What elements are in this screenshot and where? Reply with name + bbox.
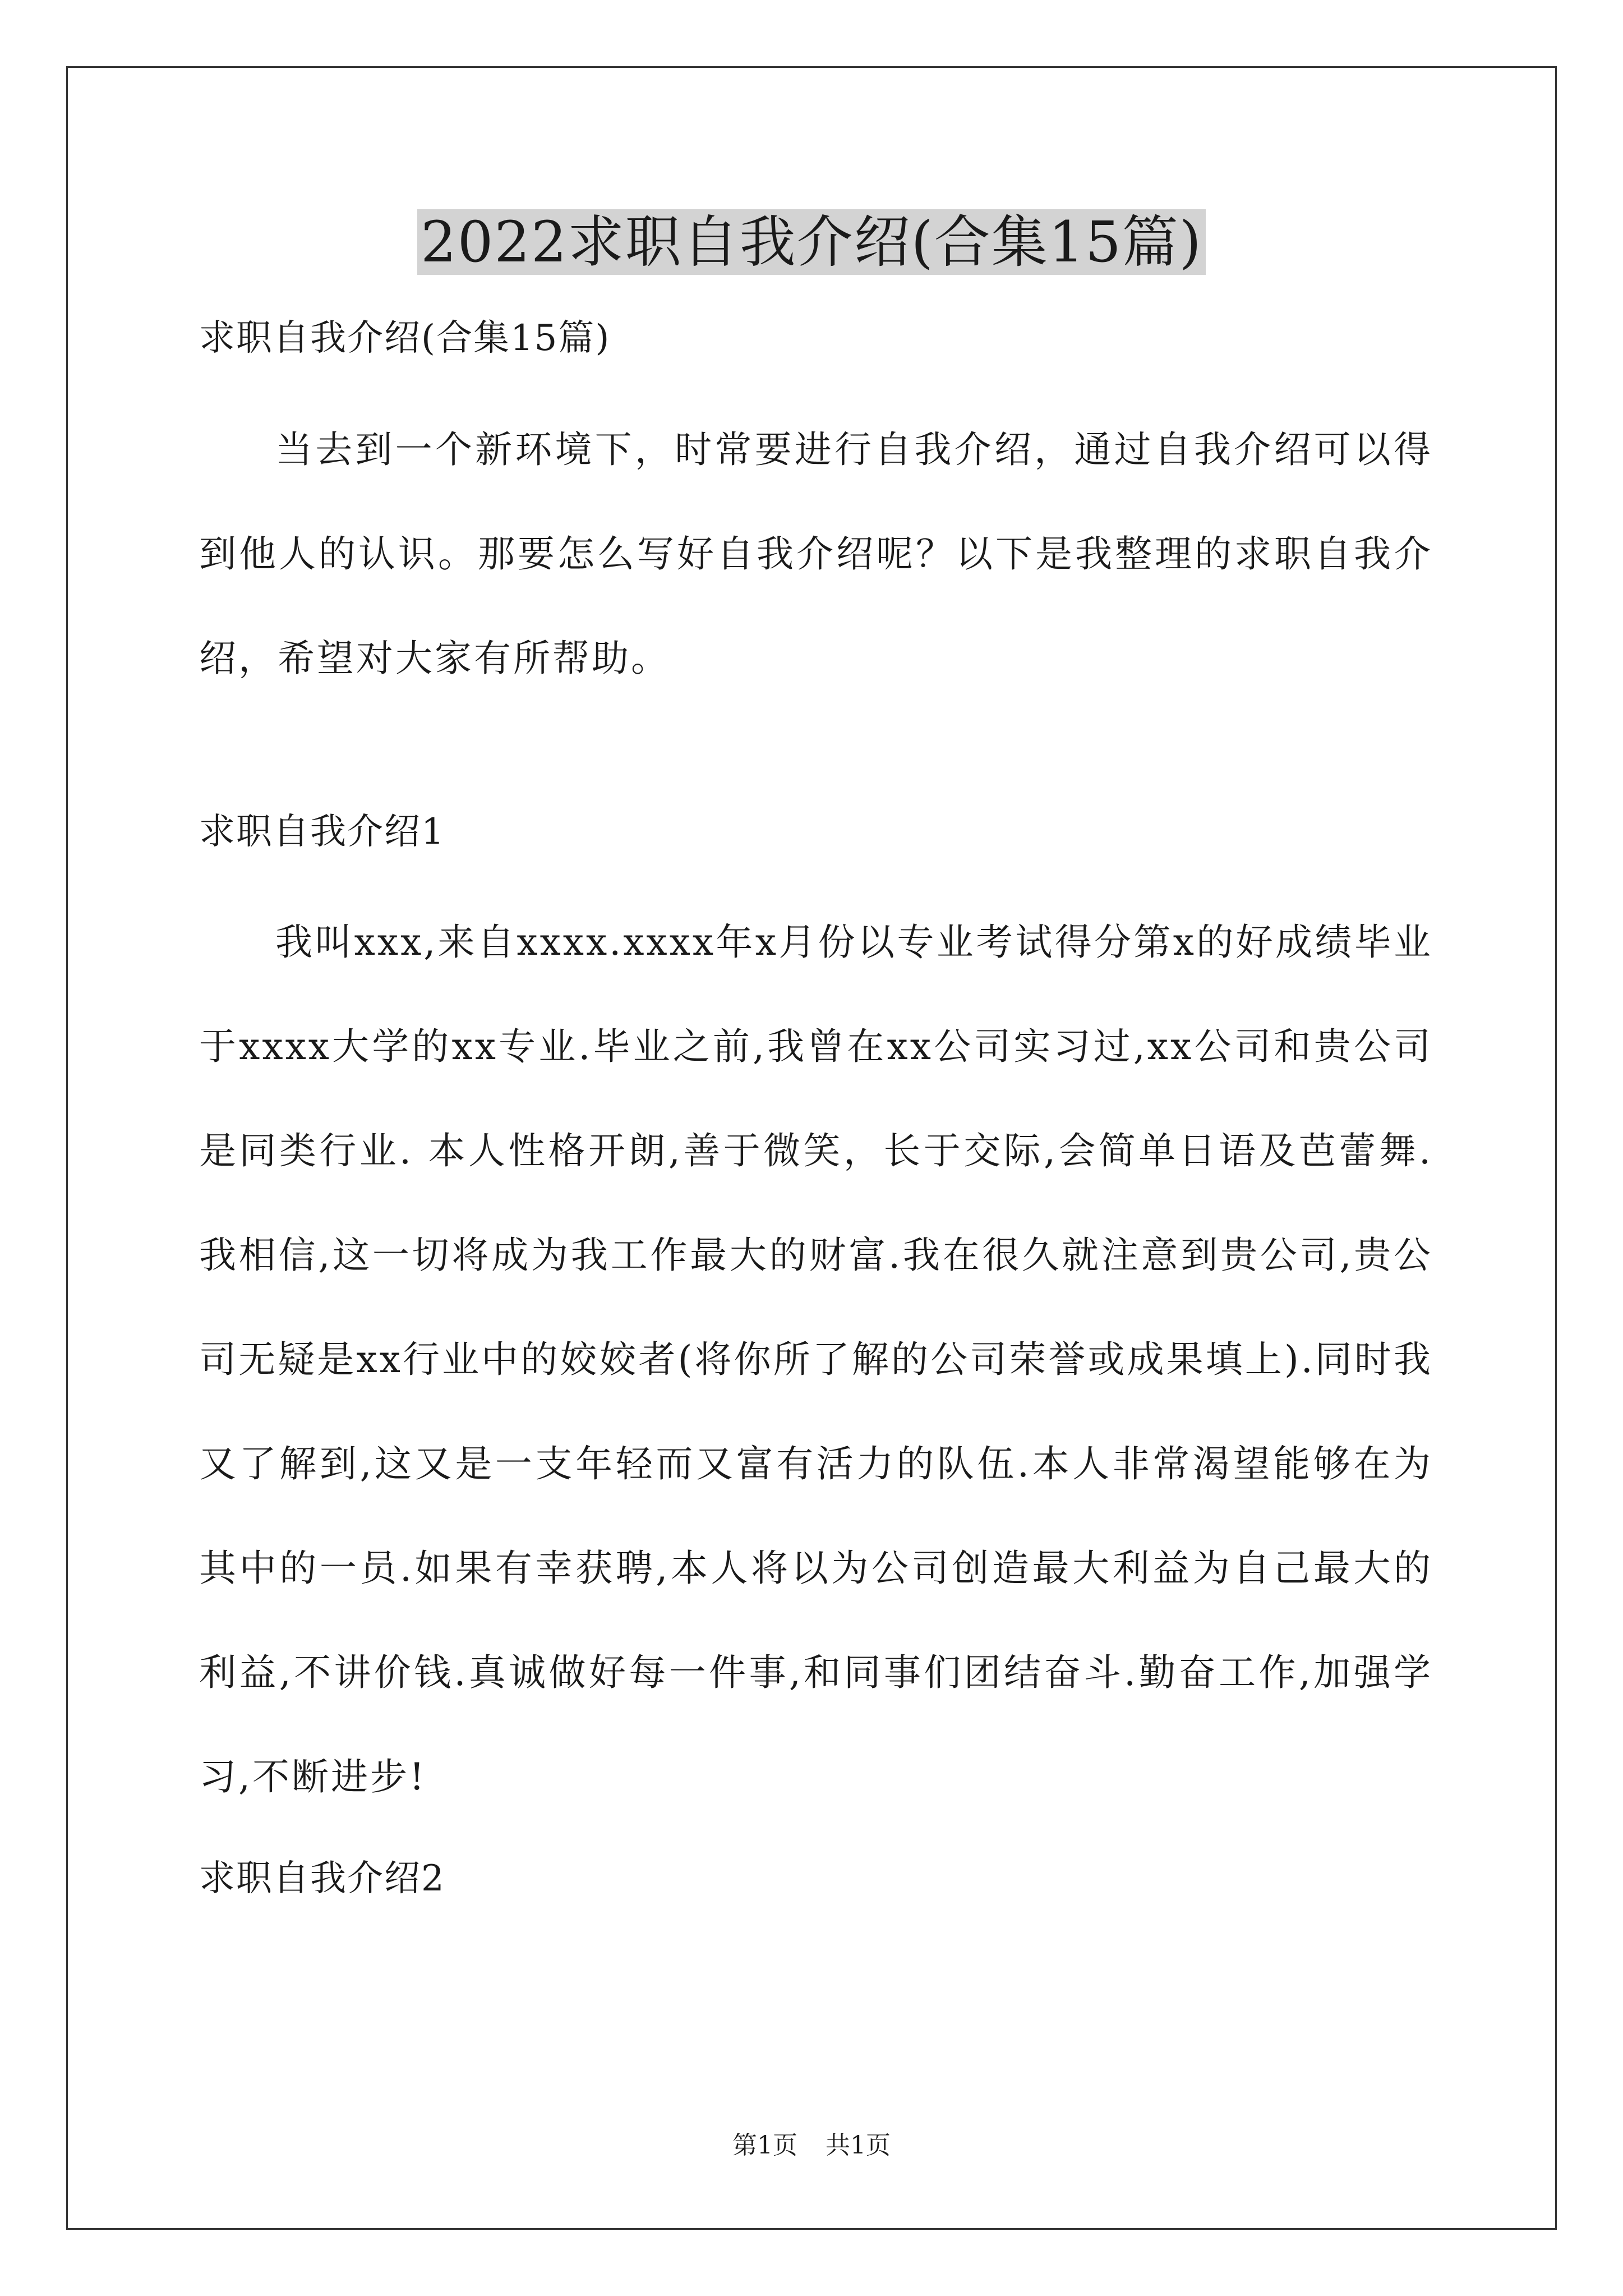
section-1-heading: 求职自我介绍1 [199, 811, 445, 853]
section-2-heading: 求职自我介绍2 [199, 1858, 445, 1899]
section-1-paragraph: 我叫xxx,来自xxxx.xxxx年x月份以专业考试得分第x的好成绩毕业于xxxx大学的xx专业.毕业之前,我曾在xx公司实习过,xx公司和贵公司是同类行业. 本人性格开朗,善于微笑，长于交际,会简单日语及芭蕾舞.我相信,这一切将成为我工作最大的财富.我在很久就注意到贵公司,贵公司无疑是xx行业中的姣姣者(将你所了解的公司荣誉或成果填上).同时我又了解到,这又是一支年轻而又富有活力的队伍.本人非常渴望能够在为其中的一员.如果有幸获聘,本人将以为公司创造最大利益为自己最大的利益,不讲价钱.真诚做好每一件事,和同事们团结奋斗.勤奋工作,加强学习,不断进步! [199, 921, 1433, 1798]
page-footer [0, 2129, 1623, 2162]
intro-paragraph: 当去到一个新环境下，时常要进行自我介绍，通过自我介绍可以得到他人的认识。那要怎么写好自我介绍呢？以下是我整理的求职自我介绍，希望对大家有所帮助。 [199, 428, 1433, 680]
page-number-current: 第1页 [732, 2131, 797, 2160]
document-title-text: 2022求职自我介绍(合集15篇) [417, 209, 1206, 275]
document-title [0, 203, 1623, 282]
document-body [199, 311, 1433, 1906]
page-number-total: 共1页 [826, 2131, 891, 2160]
document-subtitle: 求职自我介绍(合集15篇) [199, 318, 611, 359]
